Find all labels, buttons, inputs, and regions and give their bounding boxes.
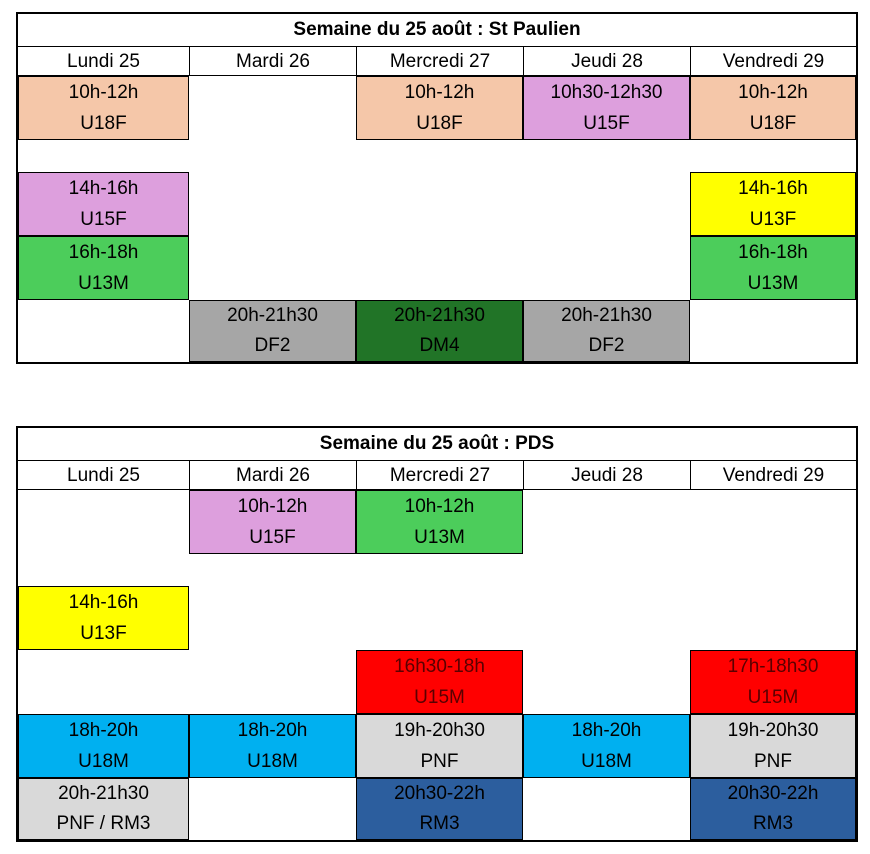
session-team: U18M [581,750,632,772]
session-time: 20h-21h30 [561,305,652,326]
empty-slot [189,650,356,714]
empty-slot [18,650,189,714]
empty-slot [523,236,690,300]
session-slot [18,586,189,650]
session-slot [690,76,856,140]
session-time: 20h-21h30 [58,783,149,804]
session-team: DM4 [419,335,460,356]
empty-slot [189,586,356,650]
day-header-wednesday: Mercredi 27 [356,461,523,490]
session-team: RM3 [419,813,460,834]
empty-row [18,554,856,586]
session-team: U13F [749,208,797,230]
empty-slot [523,586,690,650]
session-slot [690,650,856,714]
session-team: PNF [754,750,792,772]
empty-slot [189,236,356,300]
empty-slot [690,490,856,554]
session-time: 14h-16h [68,177,139,199]
session-team: U15M [414,686,465,708]
day-header-friday: Vendredi 29 [690,47,856,76]
session-time: 10h-12h [68,81,139,103]
session-team: U18F [749,112,797,134]
session-slot [18,714,189,778]
session-slot [18,236,189,300]
session-slot [690,172,856,236]
schedule-title: Semaine du 25 août : St Paulien [18,14,856,47]
empty-slot [18,490,189,554]
session-team: U15F [80,208,127,230]
session-slot [18,172,189,236]
session-team: U18F [416,112,463,134]
empty-slot [523,172,690,236]
empty-slot [356,172,523,236]
session-team: U13M [747,272,799,294]
session-time: 20h30-22h [727,783,819,804]
session-team: PNF / RM3 [56,813,151,834]
schedule-grid [18,47,856,362]
session-slot [356,714,523,778]
session-time: 18h-20h [237,719,308,741]
session-team: U13M [414,526,465,548]
session-slot [690,778,856,840]
session-time: 19h-20h30 [727,719,819,741]
schedule-pds [16,426,858,842]
schedule-grid [18,461,856,840]
session-slot [356,76,523,140]
empty-slot [356,586,523,650]
session-slot [690,714,856,778]
empty-slot [356,236,523,300]
session-time: 14h-16h [738,177,808,199]
empty-slot [189,76,356,140]
day-header-thursday: Jeudi 28 [523,461,690,490]
day-header-wednesday: Mercredi 27 [356,47,523,76]
session-time: 16h30-18h [394,655,485,677]
session-slot [18,778,189,840]
empty-slot [189,172,356,236]
empty-slot [523,778,690,840]
session-time: 10h-12h [404,81,475,103]
session-time: 16h-18h [738,241,808,263]
session-time: 10h-12h [738,81,808,103]
session-time: 19h-20h30 [394,719,485,741]
session-slot [690,236,856,300]
day-header-monday: Lundi 25 [18,461,189,490]
session-team: U15F [583,112,630,134]
session-slot [18,76,189,140]
session-time: 18h-20h [571,719,642,741]
session-slot [523,76,690,140]
empty-slot [523,650,690,714]
session-slot [356,490,523,554]
session-team: U13F [80,622,127,644]
schedule-st-paulien [16,12,858,364]
day-header-tuesday: Mardi 26 [189,47,356,76]
session-time: 10h-12h [237,495,308,517]
session-team: U15M [747,686,799,708]
session-time: 10h-12h [404,495,475,517]
empty-row [18,140,856,172]
day-header-monday: Lundi 25 [18,47,189,76]
session-team: U15F [249,526,296,548]
empty-slot [189,778,356,840]
session-slot [356,300,523,362]
session-time: 20h-21h30 [227,305,318,326]
session-team: DF2 [588,335,625,356]
day-header-tuesday: Mardi 26 [189,461,356,490]
session-time: 20h-21h30 [394,305,485,326]
day-header-thursday: Jeudi 28 [523,47,690,76]
session-slot [189,714,356,778]
empty-slot [690,300,856,362]
session-time: 17h-18h30 [727,655,819,677]
session-time: 16h-18h [68,241,139,263]
session-team: DF2 [254,335,291,356]
session-team: U18M [247,750,298,772]
session-slot [356,778,523,840]
day-header-friday: Vendredi 29 [690,461,856,490]
session-time: 18h-20h [68,719,139,741]
session-slot [523,714,690,778]
session-team: RM3 [752,813,794,834]
empty-slot [18,300,189,362]
empty-slot [523,490,690,554]
session-slot [189,300,356,362]
session-slot [189,490,356,554]
session-team: PNF [420,750,459,772]
session-time: 10h30-12h30 [550,81,663,103]
session-team: U13M [78,272,129,294]
session-time: 14h-16h [68,591,139,613]
session-team: U18M [78,750,129,772]
session-slot [356,650,523,714]
session-slot [523,300,690,362]
schedule-title: Semaine du 25 août : PDS [18,428,856,461]
session-team: U18F [80,112,127,134]
session-time: 20h30-22h [394,783,485,804]
empty-slot [690,586,856,650]
